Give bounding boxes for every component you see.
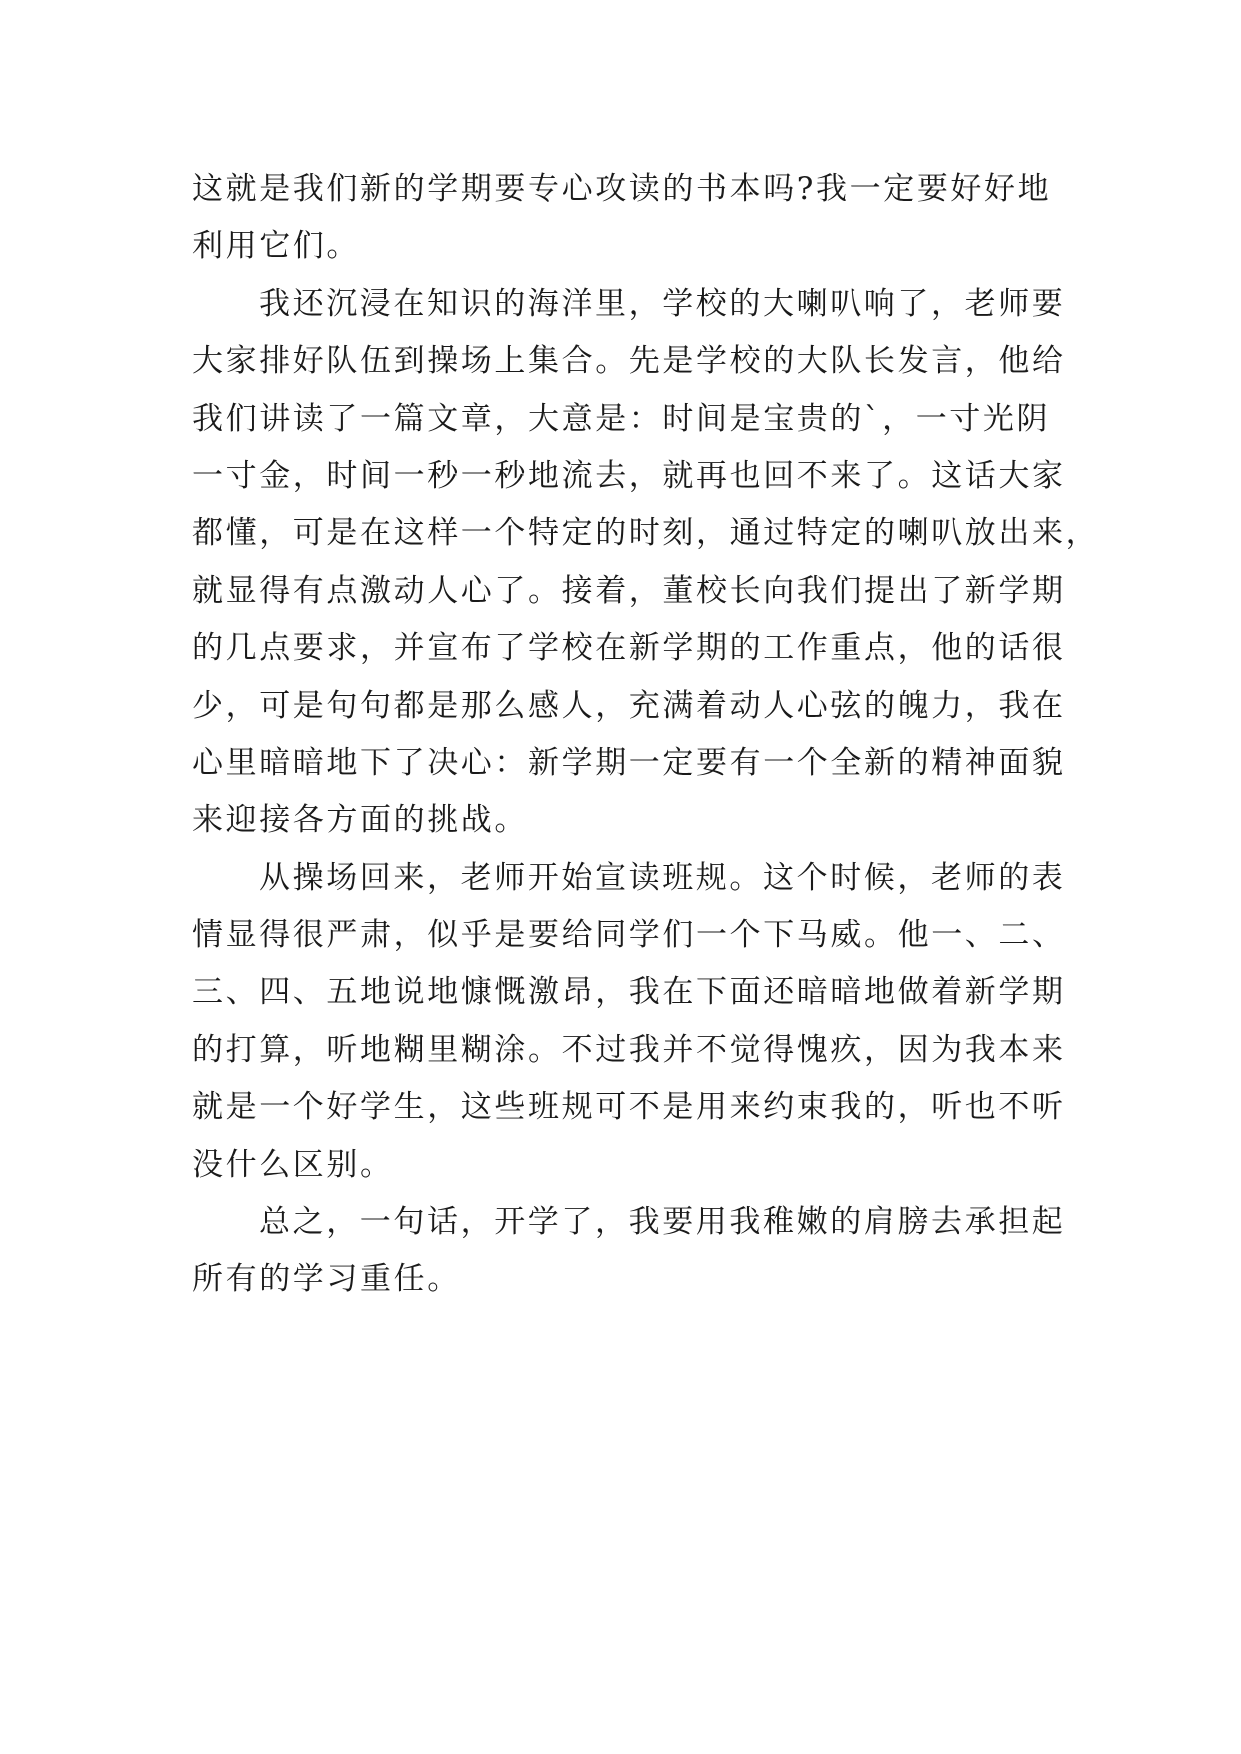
text-line: 大家排好队伍到操场上集合。先是学校的大队长发言，他给 bbox=[192, 343, 1066, 380]
text-line: 的几点要求，并宣布了学校在新学期的工作重点，他的话很 bbox=[192, 630, 1066, 667]
body-text bbox=[192, 161, 1100, 1309]
text-line: 就显得有点激动人心了。接着，董校长向我们提出了新学期 bbox=[192, 572, 1066, 609]
text-line: 一寸金，时间一秒一秒地流去，就再也回不来了。这话大家 bbox=[192, 457, 1066, 494]
text-line: 就是一个好学生，这些班规可不是用来约束我的，听也不听 bbox=[192, 1089, 1066, 1126]
text-line: 心里暗暗地下了决心：新学期一定要有一个全新的精神面貌 bbox=[192, 744, 1066, 781]
text-line: 的打算，听地糊里糊涂。不过我并不觉得愧疚，因为我本来 bbox=[192, 1031, 1066, 1068]
text-line: 三、四、五地说地慷慨激昂，我在下面还暗暗地做着新学期 bbox=[192, 974, 1066, 1011]
paragraph-start-line: 我还沉浸在知识的海洋里，学校的大喇叭响了，老师要 bbox=[259, 285, 1066, 322]
text-line: 来迎接各方面的挑战。 bbox=[192, 802, 528, 839]
text-line: 都懂，可是在这样一个特定的时刻，通过特定的喇叭放出来， bbox=[192, 515, 1100, 552]
text-line: 少，可是句句都是那么感人，充满着动人心弦的魄力，我在 bbox=[192, 687, 1066, 724]
paragraph-start-line: 总之，一句话，开学了，我要用我稚嫩的肩膀去承担起 bbox=[259, 1204, 1066, 1241]
text-line: 这就是我们新的学期要专心攻读的书本吗?我一定要好好地 bbox=[192, 171, 1052, 207]
text-line: 利用它们。 bbox=[192, 228, 360, 265]
text-line: 我们讲读了一篇文章，大意是：时间是宝贵的`，一寸光阴 bbox=[192, 400, 1051, 437]
paragraph-start-line: 从操场回来，老师开始宣读班规。这个时候，老师的表 bbox=[259, 859, 1066, 896]
text-line: 所有的学习重任。 bbox=[192, 1261, 461, 1298]
text-line: 情显得很严肃，似乎是要给同学们一个下马威。他一、二、 bbox=[192, 917, 1066, 954]
text-line: 没什么区别。 bbox=[192, 1146, 394, 1183]
